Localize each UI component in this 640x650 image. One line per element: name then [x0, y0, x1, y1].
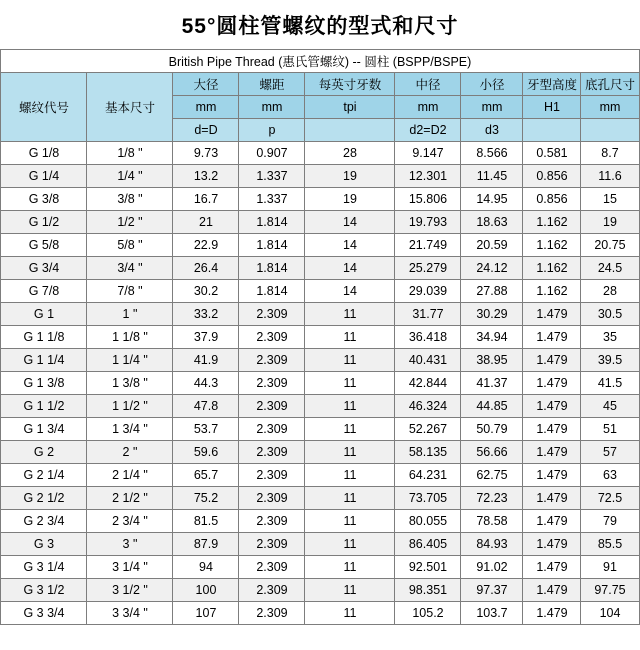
cell-major-diameter: 65.7	[173, 464, 239, 487]
cell-minor-diameter: 72.23	[461, 487, 523, 510]
cell-threads-per-inch: 11	[305, 418, 395, 441]
cell-basic-size: 3 1/4 "	[87, 556, 173, 579]
cell-basic-size: 1/8 "	[87, 142, 173, 165]
cell-minor-diameter: 50.79	[461, 418, 523, 441]
cell-pitch-diameter: 52.267	[395, 418, 461, 441]
cell-threads-per-inch: 11	[305, 372, 395, 395]
cell-minor-diameter: 14.95	[461, 188, 523, 211]
header-hole-size: 底孔尺寸	[581, 73, 639, 96]
table-row	[1, 602, 639, 625]
cell-threads-per-inch: 14	[305, 280, 395, 303]
cell-thread-height: 0.581	[523, 142, 581, 165]
cell-thread-code: G 2 3/4	[1, 510, 87, 533]
cell-thread-height: 1.162	[523, 234, 581, 257]
cell-minor-diameter: 24.12	[461, 257, 523, 280]
cell-thread-height: 1.479	[523, 487, 581, 510]
cell-thread-height: 1.479	[523, 441, 581, 464]
cell-minor-diameter: 44.85	[461, 395, 523, 418]
cell-hole-size: 24.5	[581, 257, 639, 280]
cell-hole-size: 30.5	[581, 303, 639, 326]
cell-minor-diameter: 11.45	[461, 165, 523, 188]
cell-hole-size: 51	[581, 418, 639, 441]
cell-threads-per-inch: 11	[305, 579, 395, 602]
cell-hole-size: 41.5	[581, 372, 639, 395]
table-row	[1, 349, 639, 372]
table-body	[1, 142, 639, 625]
cell-basic-size: 3 3/4 "	[87, 602, 173, 625]
cell-pitch-diameter: 12.301	[395, 165, 461, 188]
cell-pitch: 2.309	[239, 533, 305, 556]
cell-thread-code: G 1 1/2	[1, 395, 87, 418]
cell-major-diameter: 53.7	[173, 418, 239, 441]
header-threads-per-inch-unit: tpi	[305, 96, 395, 119]
cell-pitch-diameter: 46.324	[395, 395, 461, 418]
cell-basic-size: 5/8 "	[87, 234, 173, 257]
cell-threads-per-inch: 11	[305, 533, 395, 556]
cell-hole-size: 15	[581, 188, 639, 211]
cell-major-diameter: 75.2	[173, 487, 239, 510]
cell-threads-per-inch: 11	[305, 303, 395, 326]
cell-minor-diameter: 78.58	[461, 510, 523, 533]
cell-pitch: 2.309	[239, 441, 305, 464]
cell-pitch: 1.814	[239, 280, 305, 303]
cell-thread-code: G 3/8	[1, 188, 87, 211]
cell-thread-code: G 3 3/4	[1, 602, 87, 625]
table-row	[1, 372, 639, 395]
cell-hole-size: 104	[581, 602, 639, 625]
header-symbol-pitch-diameter: d2=D2	[395, 119, 461, 142]
cell-thread-height: 1.162	[523, 280, 581, 303]
header-major-diameter: 大径	[173, 73, 239, 96]
cell-major-diameter: 100	[173, 579, 239, 602]
cell-basic-size: 2 "	[87, 441, 173, 464]
cell-pitch-diameter: 31.77	[395, 303, 461, 326]
cell-major-diameter: 13.2	[173, 165, 239, 188]
cell-major-diameter: 22.9	[173, 234, 239, 257]
cell-pitch-diameter: 36.418	[395, 326, 461, 349]
cell-hole-size: 57	[581, 441, 639, 464]
cell-minor-diameter: 8.566	[461, 142, 523, 165]
cell-thread-code: G 7/8	[1, 280, 87, 303]
cell-pitch: 2.309	[239, 395, 305, 418]
cell-threads-per-inch: 14	[305, 211, 395, 234]
page-title: 55°圆柱管螺纹的型式和尺寸	[181, 15, 459, 38]
subtitle-row	[1, 50, 639, 73]
cell-pitch-diameter: 58.135	[395, 441, 461, 464]
cell-hole-size: 97.75	[581, 579, 639, 602]
cell-major-diameter: 30.2	[173, 280, 239, 303]
cell-minor-diameter: 56.66	[461, 441, 523, 464]
cell-thread-height: 0.856	[523, 188, 581, 211]
cell-minor-diameter: 30.29	[461, 303, 523, 326]
header-row-1	[1, 73, 639, 96]
cell-hole-size: 85.5	[581, 533, 639, 556]
cell-minor-diameter: 20.59	[461, 234, 523, 257]
cell-basic-size: 2 1/2 "	[87, 487, 173, 510]
cell-major-diameter: 94	[173, 556, 239, 579]
cell-threads-per-inch: 11	[305, 441, 395, 464]
cell-pitch: 2.309	[239, 349, 305, 372]
header-minor-diameter: 小径	[461, 73, 523, 96]
header-pitch-unit: mm	[239, 96, 305, 119]
cell-pitch: 1.337	[239, 188, 305, 211]
cell-thread-code: G 1/8	[1, 142, 87, 165]
cell-minor-diameter: 97.37	[461, 579, 523, 602]
cell-thread-code: G 2	[1, 441, 87, 464]
cell-thread-code: G 5/8	[1, 234, 87, 257]
cell-major-diameter: 16.7	[173, 188, 239, 211]
cell-pitch-diameter: 86.405	[395, 533, 461, 556]
cell-thread-code: G 1 1/4	[1, 349, 87, 372]
cell-pitch-diameter: 25.279	[395, 257, 461, 280]
table-row	[1, 418, 639, 441]
cell-thread-code: G 3 1/4	[1, 556, 87, 579]
table-row	[1, 188, 639, 211]
cell-minor-diameter: 84.93	[461, 533, 523, 556]
cell-major-diameter: 41.9	[173, 349, 239, 372]
cell-major-diameter: 21	[173, 211, 239, 234]
cell-basic-size: 7/8 "	[87, 280, 173, 303]
cell-minor-diameter: 27.88	[461, 280, 523, 303]
cell-minor-diameter: 18.63	[461, 211, 523, 234]
cell-hole-size: 63	[581, 464, 639, 487]
cell-pitch: 2.309	[239, 510, 305, 533]
cell-pitch-diameter: 15.806	[395, 188, 461, 211]
cell-thread-code: G 1/4	[1, 165, 87, 188]
cell-major-diameter: 33.2	[173, 303, 239, 326]
cell-minor-diameter: 62.75	[461, 464, 523, 487]
cell-basic-size: 2 3/4 "	[87, 510, 173, 533]
cell-hole-size: 28	[581, 280, 639, 303]
cell-hole-size: 72.5	[581, 487, 639, 510]
table-row	[1, 211, 639, 234]
cell-thread-height: 1.479	[523, 510, 581, 533]
cell-pitch-diameter: 42.844	[395, 372, 461, 395]
cell-pitch-diameter: 92.501	[395, 556, 461, 579]
cell-major-diameter: 26.4	[173, 257, 239, 280]
header-symbol-minor-diameter: d3	[461, 119, 523, 142]
header-symbol-pitch: p	[239, 119, 305, 142]
cell-pitch-diameter: 29.039	[395, 280, 461, 303]
cell-thread-code: G 2 1/4	[1, 464, 87, 487]
cell-hole-size: 79	[581, 510, 639, 533]
cell-thread-height: 1.479	[523, 556, 581, 579]
cell-pitch: 0.907	[239, 142, 305, 165]
cell-thread-height: 1.479	[523, 602, 581, 625]
header-symbol-thread-height	[523, 119, 581, 142]
cell-threads-per-inch: 19	[305, 165, 395, 188]
cell-thread-height: 0.856	[523, 165, 581, 188]
cell-basic-size: 1/2 "	[87, 211, 173, 234]
cell-minor-diameter: 103.7	[461, 602, 523, 625]
cell-basic-size: 1 1/8 "	[87, 326, 173, 349]
header-pitch: 螺距	[239, 73, 305, 96]
cell-major-diameter: 87.9	[173, 533, 239, 556]
cell-minor-diameter: 41.37	[461, 372, 523, 395]
header-major-diameter-unit: mm	[173, 96, 239, 119]
cell-hole-size: 19	[581, 211, 639, 234]
cell-pitch-diameter: 80.055	[395, 510, 461, 533]
cell-threads-per-inch: 11	[305, 349, 395, 372]
cell-pitch: 2.309	[239, 487, 305, 510]
cell-pitch: 1.814	[239, 211, 305, 234]
cell-thread-height: 1.479	[523, 395, 581, 418]
table-row	[1, 395, 639, 418]
cell-threads-per-inch: 19	[305, 188, 395, 211]
cell-minor-diameter: 91.02	[461, 556, 523, 579]
cell-thread-code: G 1	[1, 303, 87, 326]
table-row	[1, 280, 639, 303]
table-header	[1, 50, 639, 142]
cell-thread-height: 1.479	[523, 372, 581, 395]
table-row	[1, 234, 639, 257]
table-row	[1, 441, 639, 464]
cell-basic-size: 1 3/4 "	[87, 418, 173, 441]
cell-threads-per-inch: 11	[305, 395, 395, 418]
table-row	[1, 464, 639, 487]
cell-threads-per-inch: 11	[305, 464, 395, 487]
cell-hole-size: 39.5	[581, 349, 639, 372]
cell-minor-diameter: 38.95	[461, 349, 523, 372]
cell-hole-size: 11.6	[581, 165, 639, 188]
cell-pitch-diameter: 73.705	[395, 487, 461, 510]
cell-pitch-diameter: 105.2	[395, 602, 461, 625]
cell-pitch: 2.309	[239, 556, 305, 579]
cell-thread-code: G 3/4	[1, 257, 87, 280]
cell-major-diameter: 37.9	[173, 326, 239, 349]
header-thread-height: 牙型高度	[523, 73, 581, 96]
table-row	[1, 142, 639, 165]
header-thread-height-symbol: H1	[523, 96, 581, 119]
cell-threads-per-inch: 14	[305, 257, 395, 280]
cell-pitch: 2.309	[239, 579, 305, 602]
cell-thread-code: G 3 1/2	[1, 579, 87, 602]
header-threads-per-inch: 每英寸牙数	[305, 73, 395, 96]
table-row	[1, 533, 639, 556]
cell-pitch: 2.309	[239, 464, 305, 487]
table-row	[1, 165, 639, 188]
cell-thread-height: 1.479	[523, 418, 581, 441]
cell-thread-height: 1.479	[523, 579, 581, 602]
cell-hole-size: 45	[581, 395, 639, 418]
cell-pitch: 2.309	[239, 326, 305, 349]
cell-pitch: 2.309	[239, 418, 305, 441]
cell-pitch: 2.309	[239, 602, 305, 625]
cell-basic-size: 3 "	[87, 533, 173, 556]
cell-thread-height: 1.162	[523, 211, 581, 234]
cell-threads-per-inch: 11	[305, 602, 395, 625]
cell-basic-size: 1 3/8 "	[87, 372, 173, 395]
header-symbol-major: d=D	[173, 119, 239, 142]
header-thread-code: 螺纹代号	[1, 73, 87, 142]
cell-hole-size: 91	[581, 556, 639, 579]
cell-major-diameter: 81.5	[173, 510, 239, 533]
table-row	[1, 257, 639, 280]
header-hole-size-unit: mm	[581, 96, 639, 119]
cell-hole-size: 8.7	[581, 142, 639, 165]
cell-pitch: 2.309	[239, 303, 305, 326]
table-row	[1, 510, 639, 533]
cell-pitch-diameter: 9.147	[395, 142, 461, 165]
cell-pitch-diameter: 64.231	[395, 464, 461, 487]
cell-hole-size: 35	[581, 326, 639, 349]
cell-threads-per-inch: 28	[305, 142, 395, 165]
header-pitch-diameter-unit: mm	[395, 96, 461, 119]
cell-thread-code: G 1 3/8	[1, 372, 87, 395]
cell-thread-height: 1.479	[523, 303, 581, 326]
cell-threads-per-inch: 14	[305, 234, 395, 257]
cell-thread-code: G 2 1/2	[1, 487, 87, 510]
cell-basic-size: 1 1/4 "	[87, 349, 173, 372]
cell-thread-height: 1.162	[523, 257, 581, 280]
thread-dimensions-table	[0, 49, 639, 625]
cell-basic-size: 1/4 "	[87, 165, 173, 188]
cell-thread-code: G 3	[1, 533, 87, 556]
header-minor-diameter-unit: mm	[461, 96, 523, 119]
cell-basic-size: 2 1/4 "	[87, 464, 173, 487]
cell-basic-size: 3 1/2 "	[87, 579, 173, 602]
cell-basic-size: 1 1/2 "	[87, 395, 173, 418]
cell-pitch-diameter: 19.793	[395, 211, 461, 234]
cell-thread-height: 1.479	[523, 464, 581, 487]
cell-threads-per-inch: 11	[305, 556, 395, 579]
table-row	[1, 556, 639, 579]
cell-pitch: 1.814	[239, 234, 305, 257]
header-symbol-tpi	[305, 119, 395, 142]
cell-thread-code: G 1 1/8	[1, 326, 87, 349]
cell-major-diameter: 44.3	[173, 372, 239, 395]
cell-thread-code: G 1/2	[1, 211, 87, 234]
cell-threads-per-inch: 11	[305, 326, 395, 349]
cell-pitch-diameter: 98.351	[395, 579, 461, 602]
cell-pitch-diameter: 40.431	[395, 349, 461, 372]
cell-thread-code: G 1 3/4	[1, 418, 87, 441]
cell-thread-height: 1.479	[523, 349, 581, 372]
cell-basic-size: 3/4 "	[87, 257, 173, 280]
cell-threads-per-inch: 11	[305, 510, 395, 533]
cell-minor-diameter: 34.94	[461, 326, 523, 349]
table-row	[1, 579, 639, 602]
cell-major-diameter: 9.73	[173, 142, 239, 165]
cell-thread-height: 1.479	[523, 326, 581, 349]
cell-pitch: 2.309	[239, 372, 305, 395]
cell-basic-size: 3/8 "	[87, 188, 173, 211]
table-row	[1, 326, 639, 349]
cell-pitch-diameter: 21.749	[395, 234, 461, 257]
cell-major-diameter: 107	[173, 602, 239, 625]
header-symbol-hole	[581, 119, 639, 142]
cell-pitch: 1.814	[239, 257, 305, 280]
cell-major-diameter: 59.6	[173, 441, 239, 464]
subtitle: British Pipe Thread (惠氏管螺纹) -- 圆柱 (BSPP/BSPE)	[1, 50, 639, 73]
cell-thread-height: 1.479	[523, 533, 581, 556]
cell-major-diameter: 47.8	[173, 395, 239, 418]
cell-pitch: 1.337	[239, 165, 305, 188]
cell-threads-per-inch: 11	[305, 487, 395, 510]
table-row	[1, 303, 639, 326]
header-pitch-diameter: 中径	[395, 73, 461, 96]
cell-basic-size: 1 "	[87, 303, 173, 326]
header-basic-size: 基本尺寸	[87, 73, 173, 142]
table-row	[1, 487, 639, 510]
cell-hole-size: 20.75	[581, 234, 639, 257]
